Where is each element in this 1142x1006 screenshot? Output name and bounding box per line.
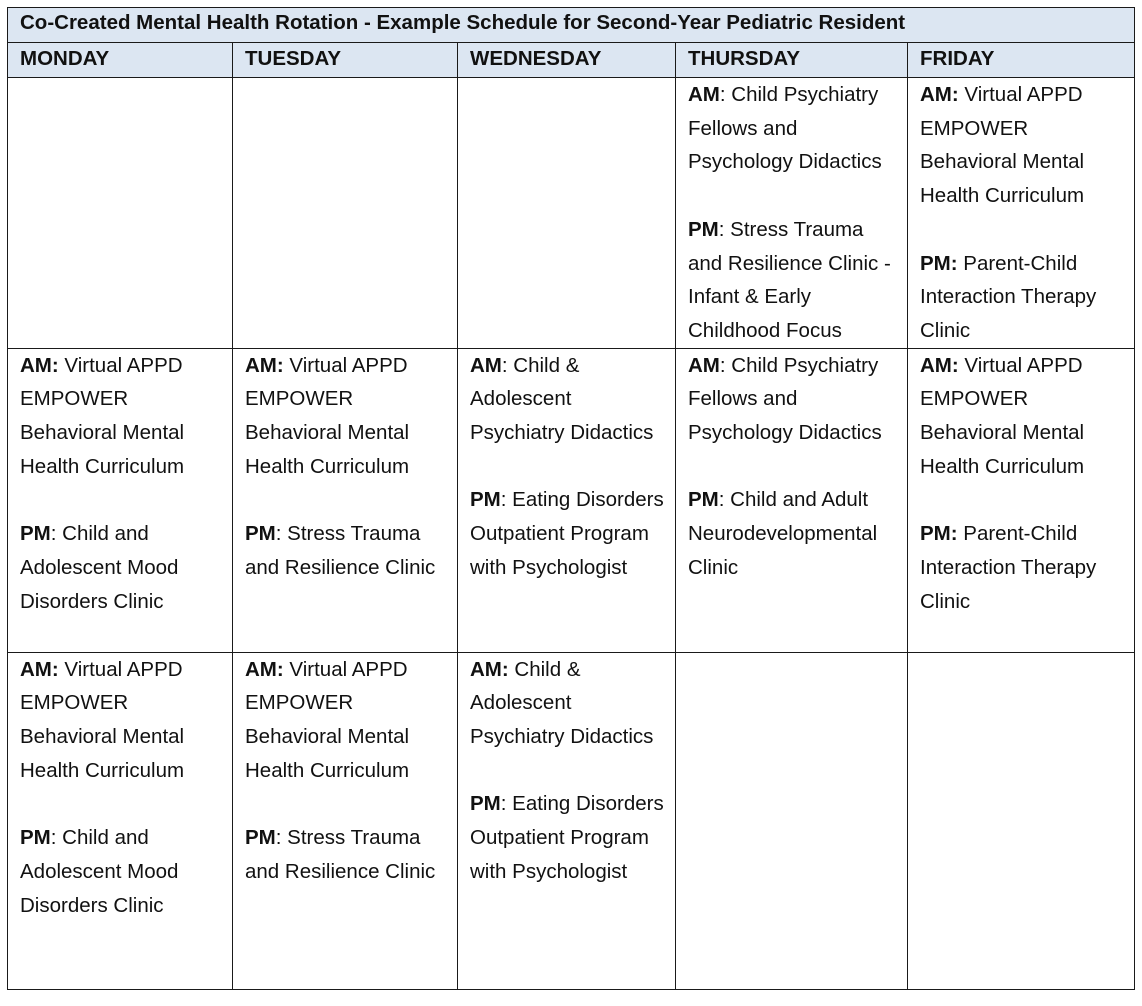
table-row	[8, 78, 1135, 349]
am-activity: Child Psychiatry Fellows and Psychology Didactics	[688, 353, 882, 445]
am-label: AM	[688, 353, 720, 377]
pm-activity: Parent-Child Interaction Therapy Clinic	[920, 522, 1097, 613]
pm-activity: Parent-Child Interaction Therapy Clinic	[920, 251, 1097, 342]
table-row	[8, 652, 1135, 989]
pm-entry: PM: Eating Disorders Outpatient Program with Psychologist	[470, 488, 664, 579]
am-entry	[920, 349, 1126, 484]
cell-thursday	[676, 652, 908, 989]
pm-label: PM:	[920, 522, 958, 546]
am-label: AM:	[245, 657, 284, 681]
pm-label: PM	[688, 217, 719, 241]
pm-activity: Stress Trauma and Resilience Clinic - Infant & Early Childhood Focus	[688, 217, 891, 342]
pm-activity: Stress Trauma and Resilience Clinic	[245, 826, 436, 883]
pm-entry	[920, 247, 1126, 348]
column-header-tuesday: TUESDAY	[233, 43, 458, 78]
pm-entry: PM: Child and Adult Neurodevelopmental Clinic	[688, 488, 878, 579]
cell-friday	[908, 652, 1135, 989]
cell-wednesday	[458, 348, 676, 652]
cell-thursday	[676, 78, 908, 349]
am-label: AM	[470, 353, 502, 377]
am-entry	[245, 349, 449, 484]
am-activity: Child & Adolescent Psychiatry Didactics	[470, 657, 654, 749]
am-label: AM:	[20, 657, 59, 681]
pm-entry: PM: Stress Trauma and Resilience Clinic - Infant & Early Childhood Focus	[688, 217, 891, 342]
am-label: AM:	[920, 83, 959, 106]
am-activity: Virtual APPD EMPOWER Behavioral Mental Health Curriculum	[20, 657, 185, 782]
pm-label: PM:	[920, 251, 958, 275]
am-activity: Virtual APPD EMPOWER Behavioral Mental Health Curriculum	[20, 353, 185, 478]
column-header-wednesday: WEDNESDAY	[458, 43, 676, 78]
cell-friday	[908, 78, 1135, 349]
table-row	[8, 348, 1135, 652]
cell-tuesday	[233, 652, 458, 989]
column-header-thursday: THURSDAY	[676, 43, 908, 78]
pm-entry	[920, 517, 1126, 618]
cell-wednesday	[458, 78, 676, 349]
pm-entry: PM: Child and Adolescent Mood Disorders Clinic	[20, 522, 179, 613]
am-label: AM:	[920, 353, 959, 377]
pm-activity: Stress Trauma and Resilience Clinic	[245, 522, 436, 579]
pm-label: PM	[20, 522, 51, 546]
pm-entry: PM: Stress Trauma and Resilience Clinic	[245, 522, 436, 579]
pm-activity: Eating Disorders Outpatient Program with Psychologist	[470, 488, 664, 579]
pm-activity: Child and Adult Neurodevelopmental Clinic	[688, 488, 878, 579]
pm-entry: PM: Eating Disorders Outpatient Program with Psychologist	[470, 792, 664, 883]
am-entry	[245, 653, 449, 788]
pm-label: PM	[470, 792, 501, 816]
am-activity: Child & Adolescent Psychiatry Didactics	[470, 353, 654, 445]
cell-thursday	[676, 348, 908, 652]
pm-entry: PM: Child and Adolescent Mood Disorders Clinic	[20, 826, 179, 917]
am-activity: Virtual APPD EMPOWER Behavioral Mental Health Curriculum	[920, 353, 1085, 478]
am-label: AM:	[245, 353, 284, 377]
am-activity: Virtual APPD EMPOWER Behavioral Mental Health Curriculum	[245, 353, 410, 478]
column-header-monday: MONDAY	[8, 43, 233, 78]
am-label: AM:	[470, 657, 509, 681]
cell-wednesday	[458, 652, 676, 989]
pm-label: PM	[20, 826, 51, 850]
column-header-friday: FRIDAY	[908, 43, 1135, 78]
am-entry	[920, 78, 1126, 213]
table-title: Co-Created Mental Health Rotation - Example Schedule for Second-Year Pediatric Resident	[8, 8, 1135, 43]
am-entry	[20, 653, 224, 788]
am-activity: Virtual APPD EMPOWER Behavioral Mental Health Curriculum	[245, 657, 410, 782]
cell-tuesday	[233, 78, 458, 349]
cell-monday	[8, 78, 233, 349]
pm-activity: Eating Disorders Outpatient Program with Psychologist	[470, 792, 664, 883]
am-label: AM:	[20, 353, 59, 377]
am-activity: Child Psychiatry Fellows and Psychology Didactics	[688, 83, 882, 174]
cell-tuesday	[233, 348, 458, 652]
am-activity: Virtual APPD EMPOWER Behavioral Mental Health Curriculum	[920, 83, 1085, 208]
pm-activity: Child and Adolescent Mood Disorders Clinic	[20, 826, 179, 917]
schedule-table	[7, 7, 1135, 990]
pm-activity: Child and Adolescent Mood Disorders Clinic	[20, 522, 179, 613]
am-entry: AM: Child & Adolescent Psychiatry Didactics	[470, 353, 654, 445]
cell-monday	[8, 348, 233, 652]
am-entry	[470, 653, 667, 754]
cell-monday	[8, 652, 233, 989]
pm-entry: PM: Stress Trauma and Resilience Clinic	[245, 826, 436, 883]
pm-label: PM	[245, 522, 276, 546]
am-entry	[20, 349, 224, 484]
am-label: AM	[688, 83, 720, 106]
am-entry: AM: Child Psychiatry Fellows and Psychology Didactics	[688, 83, 882, 174]
cell-friday	[908, 348, 1135, 652]
pm-label: PM	[470, 488, 501, 512]
pm-label: PM	[688, 488, 719, 512]
pm-label: PM	[245, 826, 276, 850]
am-entry: AM: Child Psychiatry Fellows and Psychology Didactics	[688, 353, 882, 445]
